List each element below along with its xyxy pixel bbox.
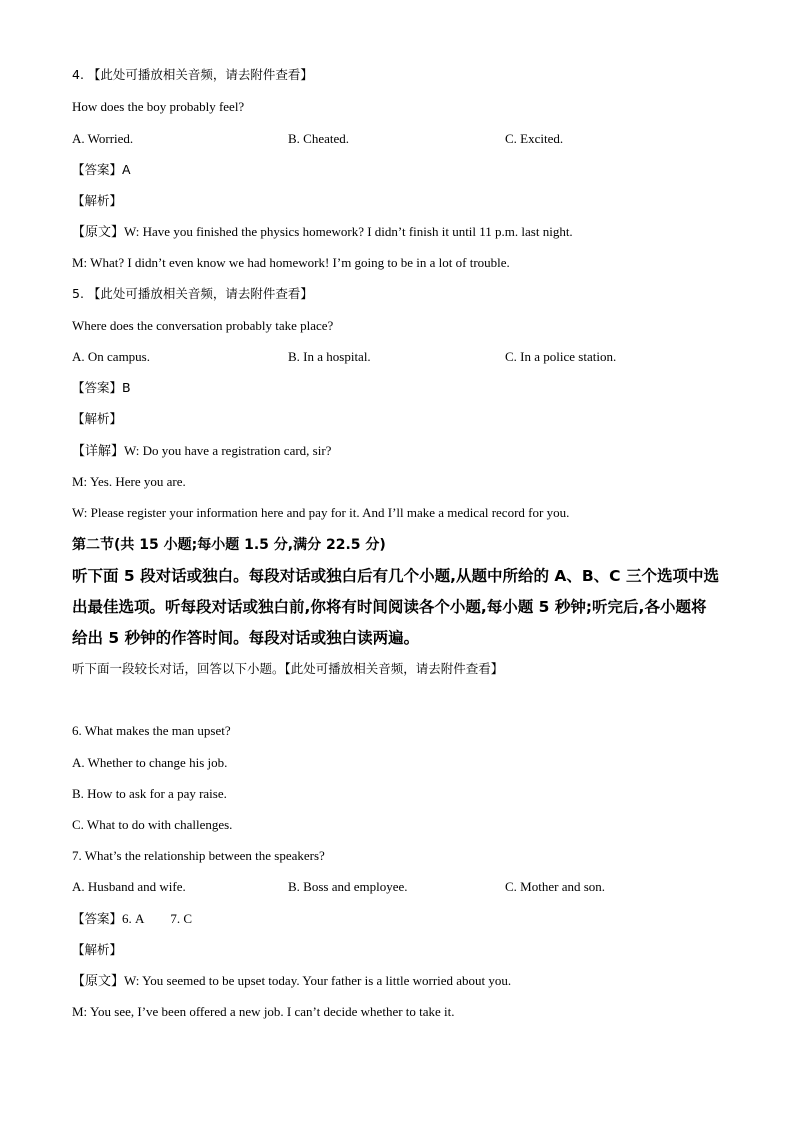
q6-7-answer-row xyxy=(72,910,192,928)
q6-7-transcript-line-1: 【原文】W: You seemed to be upset today. Your father is a little worried about you. xyxy=(72,973,512,988)
q4-answer: 【答案】A xyxy=(72,162,131,177)
q5-question: Where does the conversation probably take place? xyxy=(72,318,334,333)
q4-question: How does the boy probably feel? xyxy=(72,99,245,114)
q6-7-analysis-label: 【解析】 xyxy=(72,942,123,957)
q4-option-b: B. Cheated. xyxy=(288,131,350,146)
q6-option-b: B. How to ask for a pay raise. xyxy=(72,786,227,801)
q7-answer: 7. C xyxy=(170,911,193,926)
q5-option-a: A. On campus. xyxy=(72,349,150,364)
q6-option-c: C. What to do with challenges. xyxy=(72,817,233,832)
q4-option-a: A. Worried. xyxy=(72,131,134,146)
q6-7-transcript-line-2: M: You see, I’ve been offered a new job. I can’t decide whether to take it. xyxy=(72,1004,455,1019)
q6-7-answer-label: 【答案】 xyxy=(72,911,123,926)
section-2-instructions-line-1: 听下面 5 段对话或独白。每段对话或独白后有几个小题,从题中所给的 A、B、C 三个选项中选 xyxy=(72,567,719,585)
q5-analysis-label: 【解析】 xyxy=(72,411,123,426)
section-2-lead: 听下面一段较长对话，回答以下小题。【此处可播放相关音频，请去附件查看】 xyxy=(72,661,504,676)
section-2-instructions-line-2: 出最佳选项。听每段对话或独白前,你将有时间阅读各个小题,每小题 5 秒钟;听完后,各小题将 xyxy=(72,598,707,616)
q5-detail-line-2: M: Yes. Here you are. xyxy=(72,474,186,489)
section-2-title: 第二节(共 15 小题;每小题 1.5 分,满分 22.5 分) xyxy=(72,537,386,553)
q4-transcript-line-1: 【原文】W: Have you finished the physics homework? I didn’t finish it until 11 p.m. last night. xyxy=(72,224,573,239)
q7-question: 7. What’s the relationship between the speakers? xyxy=(72,848,325,863)
section-2-instructions-line-3: 给出 5 秒钟的作答时间。每段对话或独白读两遍。 xyxy=(72,629,420,647)
q4-transcript-line-2: M: What? I didn’t even know we had homework! I’m going to be in a lot of trouble. xyxy=(72,255,510,270)
q5-detail-line-3: W: Please register your information here and pay for it. And I’ll make a medical record for you. xyxy=(72,505,570,520)
q6-answer: 6. A xyxy=(122,911,145,926)
q6-option-a: A. Whether to change his job. xyxy=(72,755,228,770)
q6-question: 6. What makes the man upset? xyxy=(72,723,231,738)
q5-header: 5. 【此处可播放相关音频，请去附件查看】 xyxy=(72,286,313,301)
q5-option-b: B. In a hospital. xyxy=(288,349,371,364)
q5-answer: 【答案】B xyxy=(72,380,131,395)
q7-option-a: A. Husband and wife. xyxy=(72,879,186,894)
q4-analysis-label: 【解析】 xyxy=(72,193,123,208)
q5-detail-line-1: 【详解】W: Do you have a registration card, sir? xyxy=(72,443,332,458)
q4-header: 4. 【此处可播放相关音频，请去附件查看】 xyxy=(72,67,313,82)
q7-option-c: C. Mother and son. xyxy=(505,879,606,894)
q4-option-c: C. Excited. xyxy=(505,131,564,146)
q5-option-c: C. In a police station. xyxy=(505,349,617,364)
q7-option-b: B. Boss and employee. xyxy=(288,879,408,894)
